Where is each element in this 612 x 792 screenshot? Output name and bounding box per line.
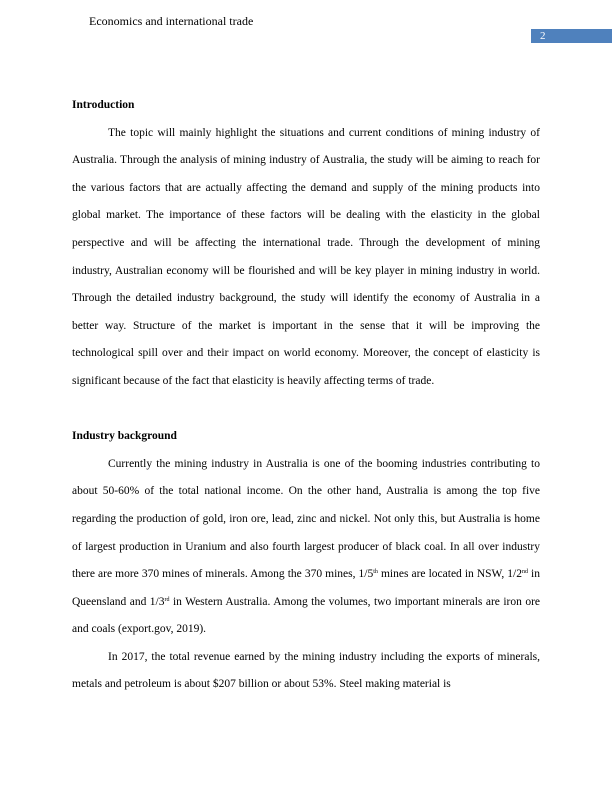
p1-text-a: Currently the mining industry in Australia is one of the booming industries contributing to about 50-60% of the total national income. On the other hand, Australia is among the top five regarding the production of gold, iron ore, lead, zinc and nickel. Not only this, but Australia is home of largest production in Uranium and also fourth largest producer of black coal. In all over industry there are more 370 mines of minerals. Among the 370 mines, 1/5 — [72, 457, 540, 581]
section-spacer — [72, 396, 540, 424]
p1-text-c: in Queensland and 1/3 — [72, 568, 540, 608]
running-header-title: Economics and international trade — [89, 14, 254, 28]
p1-superscript-a: th — [373, 569, 378, 576]
p1-text-d: in Western Australia. Among the volumes, two important minerals are iron ore and coals (export.gov, 2019). — [72, 595, 541, 636]
p1-superscript-c: rd — [164, 596, 170, 603]
document-body — [72, 92, 540, 699]
introduction-paragraph: The topic will mainly highlight the situations and current conditions of mining industry of Australia. Through the analysis of mining industry of Australia, the study will be aiming to reach for the various factors that are actually affecting the demand and supply of the mining products into global market. The importance of these factors will be dealing with the elasticity in the global perspective and will be affecting the international trade. Through the development of mining industry, Australian economy will be flourished and will be key player in mining industry in world. Through the detailed industry background, the study will identify the economy of Australia in a better way. Structure of the market is important in the sense that it will be improving the technological spill over and their impact on world economy. Moreover, the concept of elasticity is significant because of the fact that elasticity is heavily affecting terms of trade. — [72, 126, 540, 387]
industry-background-heading: Industry background — [72, 430, 177, 443]
industry-background-paragraph-2: In 2017, the total revenue earned by the mining industry including the exports of minerals, metals and petroleum is about $207 billion or about 53%. Steel making material is — [72, 650, 540, 691]
p1-superscript-b: nd — [521, 569, 528, 576]
introduction-heading: Introduction — [72, 99, 135, 111]
industry-background-paragraph-1 — [72, 451, 540, 644]
p1-text-b: mines are located in NSW, 1/2 — [377, 568, 522, 581]
page-number-badge: 2 — [531, 29, 612, 43]
